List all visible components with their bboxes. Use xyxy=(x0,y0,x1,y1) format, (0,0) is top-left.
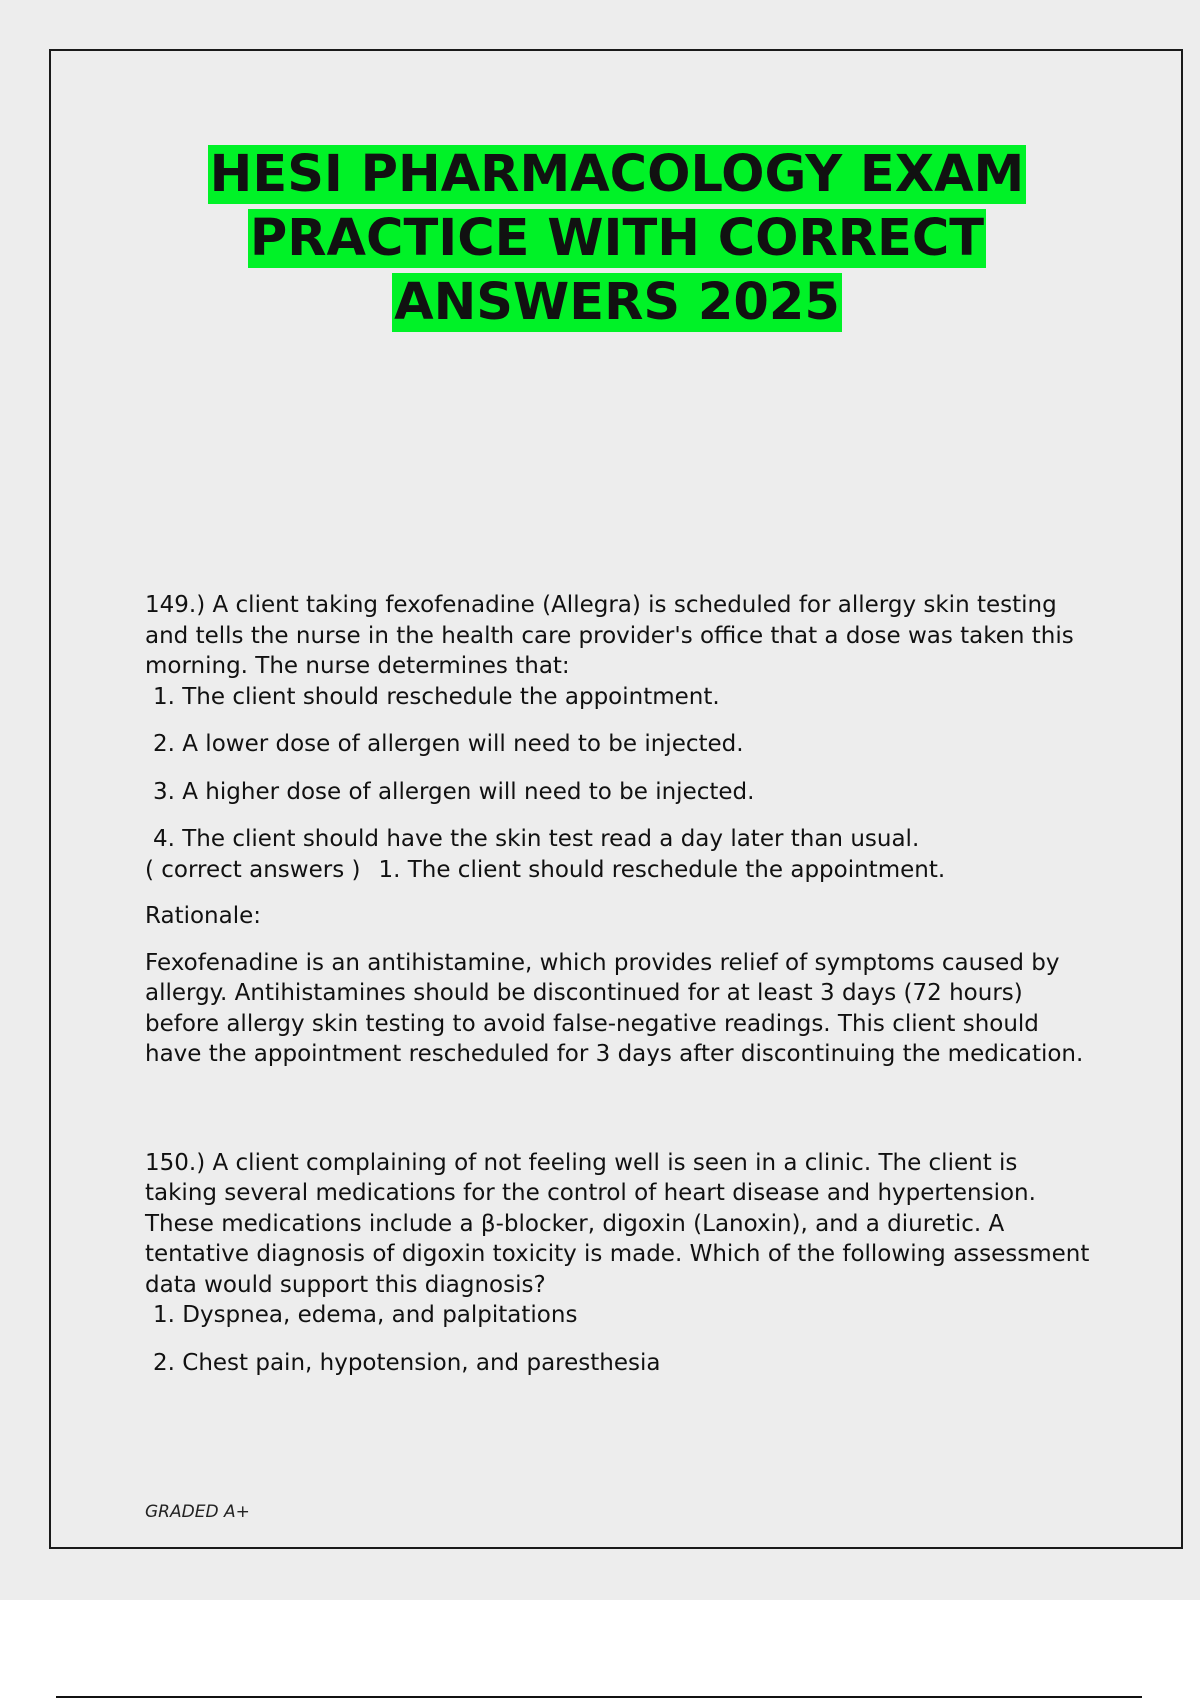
question-149-option-4: 4. The client should have the skin test read a day later than usual. xyxy=(153,826,920,852)
question-149-option-1: 1. The client should reschedule the appointment. xyxy=(153,683,720,710)
question-149-rationale: Fexofenadine is an antihistamine, which provides relief of symptoms caused by allergy. Antihistamines should be discontinued for at least 3 days (72 hours) before allergy skin testing to avoid false-negative readings. This client should have the appointment rescheduled for 3 days after discontinuing the medication. xyxy=(145,949,1084,1067)
graded-footer: GRADED A+ xyxy=(145,1502,250,1522)
question-150-option-2: 2. Chest pain, hypotension, and paresthesia xyxy=(153,1349,661,1376)
correct-answer-text: 1. The client should reschedule the appointment. xyxy=(378,856,946,883)
document-title xyxy=(50,143,1184,335)
question-150-stem: 150.) A client complaining of not feeling well is seen in a clinic. The client is taking several medications for the control of heart disease and hypertension. These medications include a β-blocker, digoxin (Lanoxin), and a diuretic. A tentative diagnosis of digoxin toxicity is made. Which of the following assessment data would support this diagnosis? xyxy=(145,1149,1090,1298)
title-line-1: HESI PHARMACOLOGY EXAM xyxy=(209,145,1025,204)
question-content xyxy=(145,590,1095,1378)
title-line-2: PRACTICE WITH CORRECT xyxy=(249,209,985,268)
question-149-answer xyxy=(145,855,1095,886)
question-149-option-2: 2. A lower dose of allergen will need to be injected. xyxy=(153,731,744,757)
question-149-stem: 149.) A client taking fexofenadine (Allegra) is scheduled for allergy skin testing and tells the nurse in the health care provider's office that a dose was taken this morning. The nurse determines that: xyxy=(145,592,1074,679)
rationale-label: Rationale: xyxy=(145,903,262,929)
title-line-3: ANSWERS 2025 xyxy=(394,273,840,332)
question-150-option-1: 1. Dyspnea, edema, and palpitations xyxy=(153,1302,578,1328)
correct-answers-label: ( correct answers ) xyxy=(145,856,361,883)
question-149-option-3: 3. A higher dose of allergen will need to be injected. xyxy=(153,778,755,805)
bottom-rule xyxy=(56,1696,1142,1698)
